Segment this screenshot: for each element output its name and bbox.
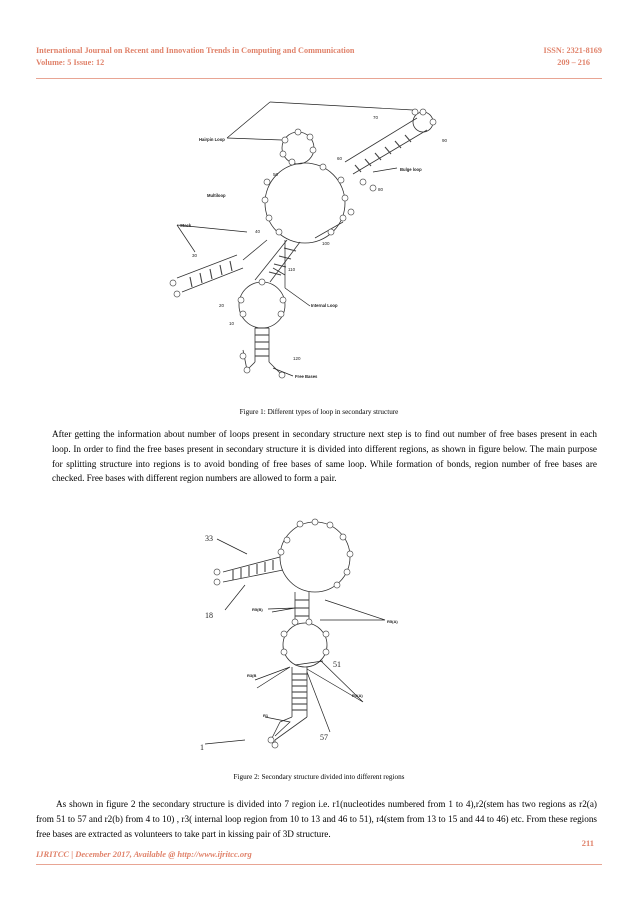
num-30: 30 (192, 253, 198, 258)
region-r5b: R5(B) (252, 607, 263, 612)
hairpin-loop-label: Hairpin Loop (199, 137, 225, 142)
internal-loop-circle (239, 282, 285, 328)
num-100: 100 (322, 241, 330, 246)
num-1: 1 (200, 743, 204, 752)
paragraph-2: As shown in figure 2 the secondary structure is divided into 7 region i.e. r1(nucleotides numbered from 1 to 4),r2(stem has two regions as r2(a) from 51 to 57 and r2(b) from 4 to 10) , r3( internal loop region from 10 to 13 and 46 to 51), r4(stem from 13 to 15 and 44 to 46) etc. From these regions free bases are extracted as volunteers to take part in kissing pair of 3D structure. (36, 799, 597, 839)
figure-2-caption: Figure 2: Secondary structure divided into different regions (233, 773, 405, 781)
region-r3b: R3(B (247, 673, 257, 678)
num-90: 90 (442, 138, 448, 143)
region-r3a: R3(A) (352, 693, 363, 698)
issn-block: ISSN: 2321-8169 209 – 216 (543, 46, 602, 67)
figure-1-loop-diagram (155, 100, 485, 390)
journal-title: International Journal on Recent and Innovation Trends in Computing and Communication Volume: 5 Issue: 12 (36, 46, 355, 67)
num-70: 70 (373, 115, 379, 120)
num-80: 80 (378, 187, 384, 192)
figure-2-region-diagram (195, 512, 425, 762)
figure-1-caption: Figure 1: Different types of loop in secondary structure (239, 408, 399, 416)
page-number: 211 (581, 838, 594, 848)
footer-rule (36, 864, 602, 865)
num-110: 110 (288, 267, 296, 272)
num-40: 40 (255, 229, 261, 234)
region-r5a: R5(A) (387, 619, 398, 624)
num-57: 57 (320, 733, 328, 742)
bulge-loop-label: Bulge loop (400, 167, 422, 172)
footer-link[interactable]: http://www.ijritcc.org (177, 849, 252, 859)
internal-loop-label: Internal Loop (311, 303, 338, 308)
paragraph-1: After getting the information about number of loops present in secondary structure next step is to find out number of free bases present in each loop. In order to find the free bases present in secondary structure it is divided into different regions, as shown in figure below. The main purpose for splitting structure into regions is to avoid bonding of free bases of same loop. While formation of bonds, region number of free bases are checked. Free bases with different region numbers are allowed to form a pair. (52, 429, 597, 484)
footer-text: IJRITCC | December 2017, Available @ (36, 849, 178, 859)
top-loop-circle (280, 522, 350, 592)
num-10: 10 (229, 321, 235, 326)
num-120: 120 (293, 356, 301, 361)
num-18: 18 (205, 611, 213, 620)
num-33: 33 (205, 534, 213, 543)
header-rule (36, 78, 602, 79)
page-footer (36, 849, 252, 859)
num-60: 60 (337, 156, 343, 161)
free-bases-label: Free Bases (295, 374, 318, 379)
region-r1: R1 (263, 713, 269, 718)
num-51: 51 (333, 660, 341, 669)
stack-label: Stack (180, 223, 192, 228)
num-50: 50 (273, 172, 279, 177)
multiloop-label: Multiloop (207, 193, 226, 198)
num-20: 20 (219, 303, 225, 308)
